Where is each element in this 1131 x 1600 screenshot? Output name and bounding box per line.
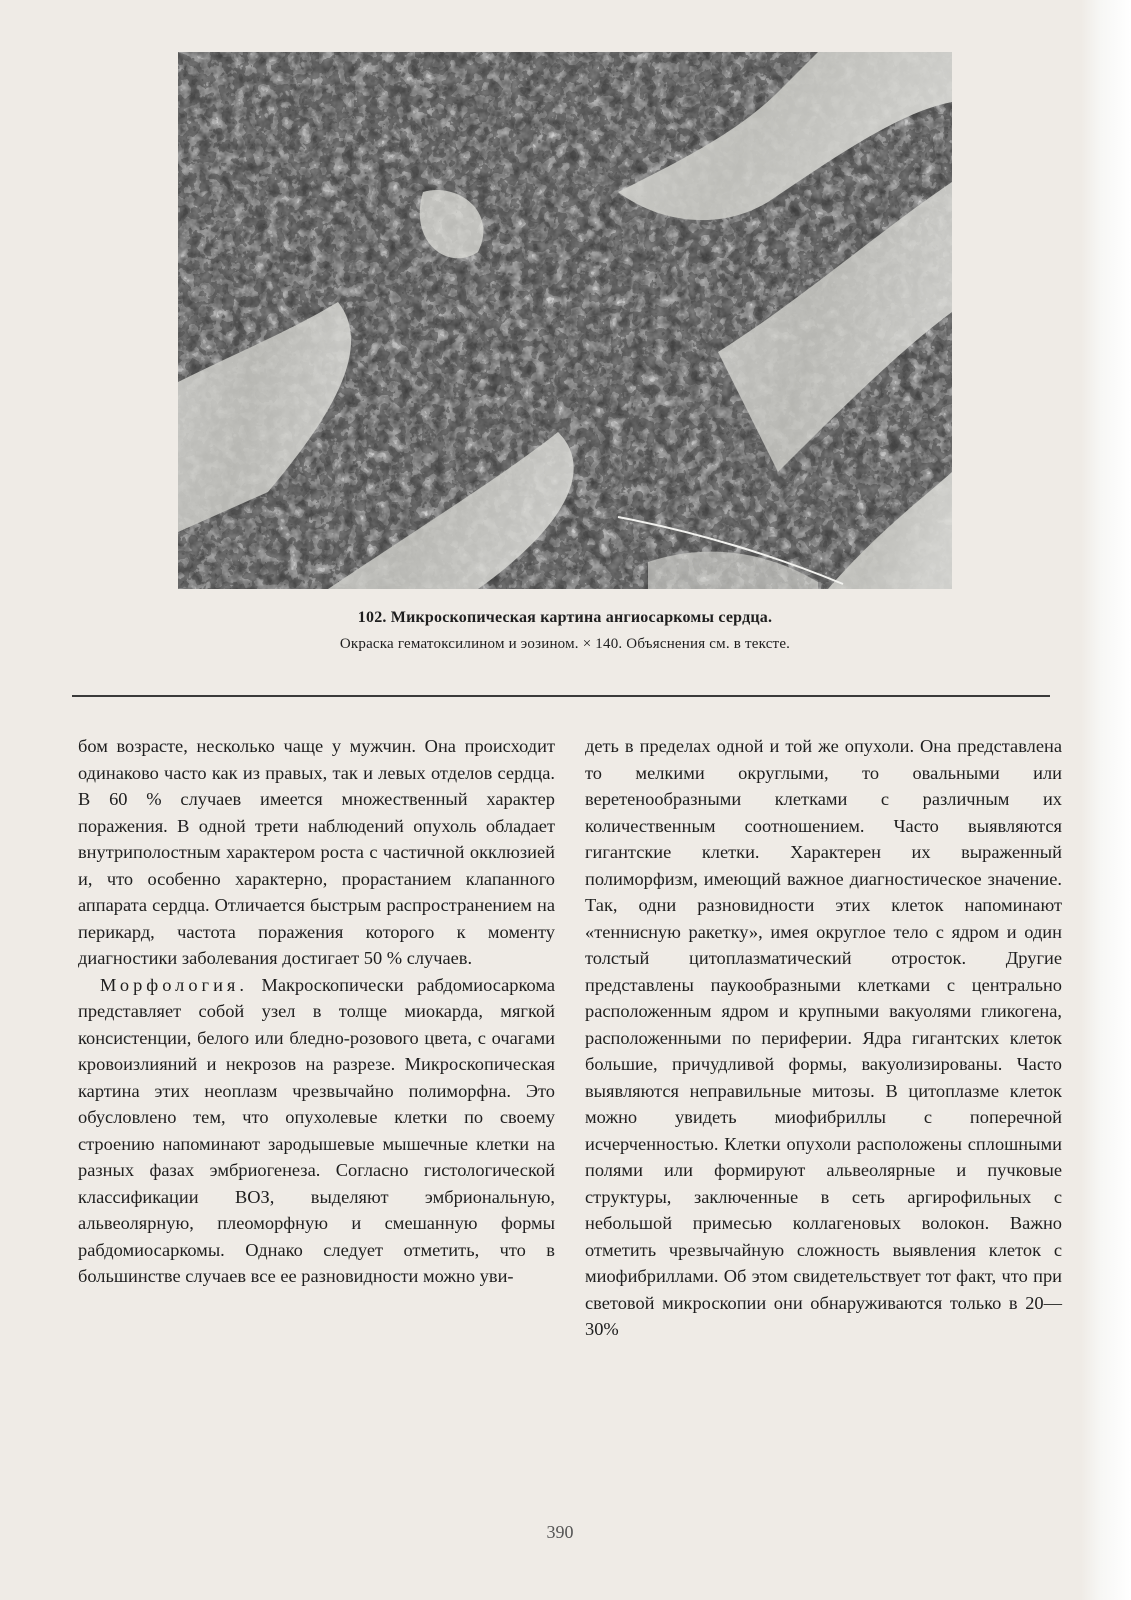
- figure-caption: [180, 605, 950, 657]
- right-paragraph-1: деть в пределах одной и той же опухоли. Она представлена то мелкими округлыми, то овальными или веретенообразными клетками с различным их количественным соотношением. Часто выявляются гигантские клетки. Характерен их выраженный полиморфизм, имеющий важное диагностическое значение. Так, одни разновидности этих клеток напоминают «теннисную ракетку», имея округлое тело с ядром и один толстый цитоплазматический отросток. Другие представлены паукообразными клетками с центрально расположенным ядром и крупными вакуолями гликогена, расположенными по периферии. Ядра гигантских клеток большие, причудливой формы, вакуолизированы. Часто выявляются неправильные митозы. В цитоплазме клеток можно увидеть миофибриллы с поперечной исчерченностью. Клетки опухоли расположены сплошными полями или формируют альвеолярные и пучковые структуры, заключенные в сеть аргирофильных с небольшой примесью коллагеновых волокон. Важно отметить чрезвычайную сложность выявления клеток с миофибриллами. Об этом свидетельствует тот факт, что при световой микроскопии они обнаруживаются только в 20—30%: [585, 736, 1062, 1339]
- left-paragraph-2: [78, 972, 555, 1290]
- page-number: 390: [546, 1522, 574, 1542]
- caption-note: Окраска гематоксилином и эозином. × 140. Объяснения см. в тексте.: [339, 636, 791, 652]
- section-heading-morphology: Морфология.: [100, 974, 248, 995]
- page-edge-shadow: [1081, 0, 1131, 1600]
- micrograph-figure: [178, 52, 952, 589]
- left-column: [78, 733, 555, 1290]
- micrograph-image: [178, 52, 952, 589]
- left-paragraph-1: бом возрасте, несколько чаще у мужчин. Она происходит одинаково часто как из правых, так и левых отделов сердца. В 60 % случаев имеется множественный характер поражения. В одной трети наблюдений опухоль обладает внутриполостным характером роста с частичной окклюзией и, что особенно характерно, прорастанием клапанного аппарата сердца. Отличается быстрым распространением на перикард, частота поражения которого к моменту диагностики заболевания достигает 50 % случаев.: [78, 736, 555, 968]
- right-column: [585, 733, 1062, 1343]
- left-paragraph-2-body: Макроскопически рабдомиосаркома представляет собой узел в толще миокарда, мягкой консистенции, белого или бледно-розового цвета, с очагами кровоизлияний и некрозов на разрезе. Микроскопическая картина этих неоплазм чрезвычайно полиморфна. Это обусловлено тем, что опухолевые клетки по своему строению напоминают зародышевые мышечные клетки на разных фазах эмбриогенеза. Согласно гистологической классификации ВОЗ, выделяют эмбриональную, альвеолярную, плеоморфную и смешанную формы рабдомиосаркомы. Однако следует отметить, что в большинстве случаев все ее разновидности можно уви-: [78, 974, 555, 1286]
- caption-title: 102. Микроскопическая картина ангиосаркомы сердца.: [357, 609, 773, 626]
- section-divider: [72, 695, 1050, 697]
